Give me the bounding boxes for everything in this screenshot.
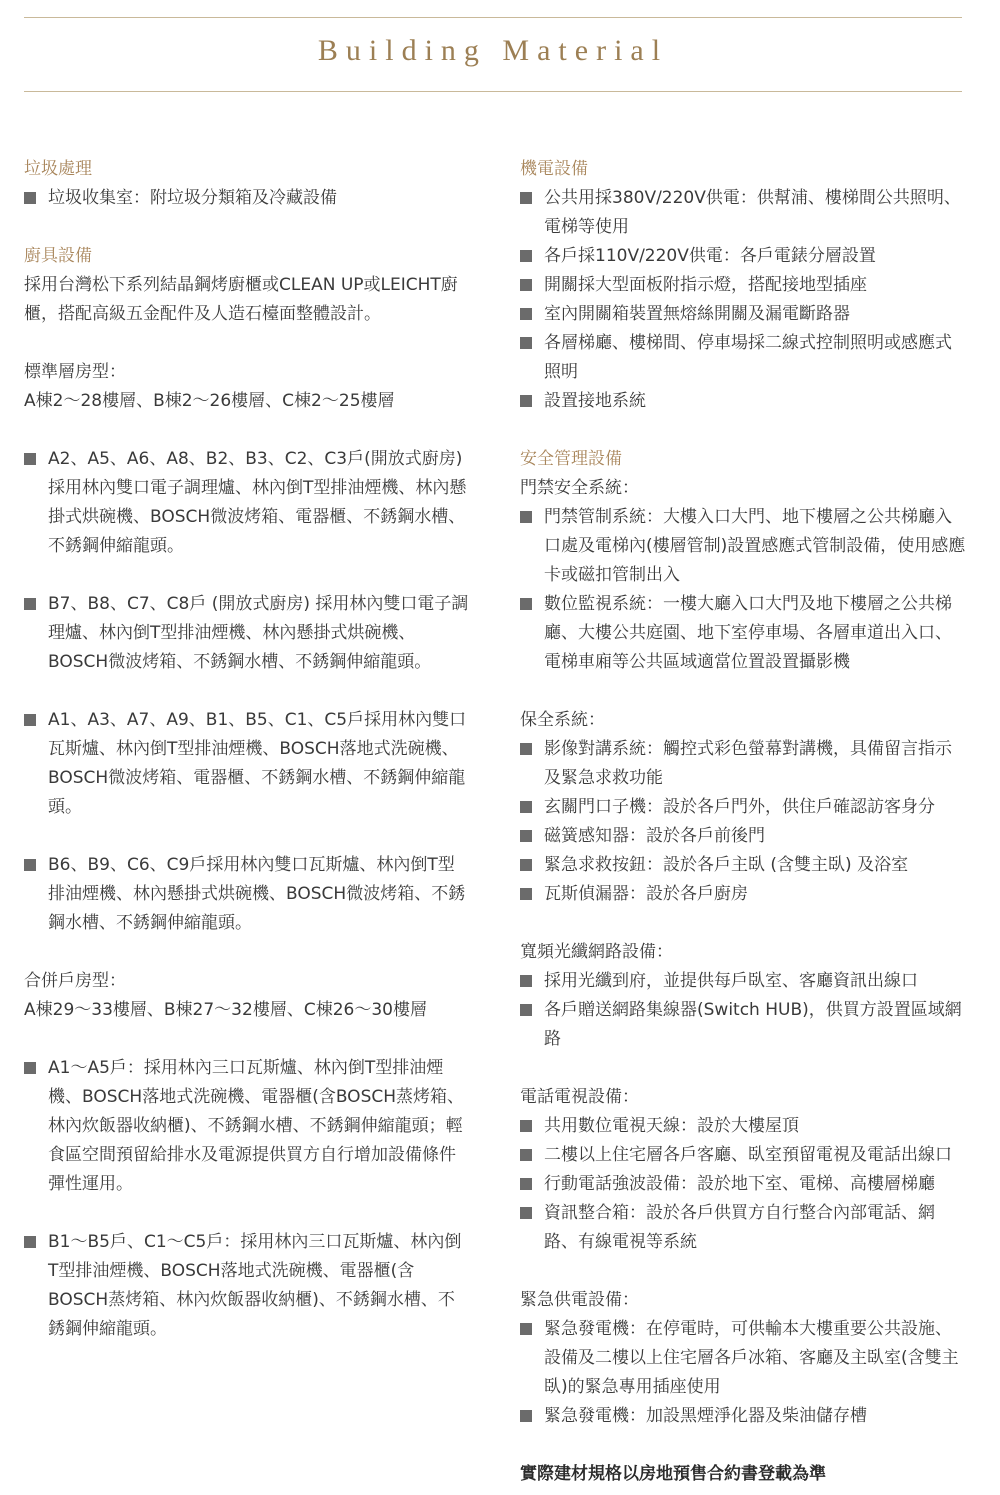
square-bullet-icon <box>24 714 36 726</box>
section-title: 廚具設備 <box>24 246 92 266</box>
subsection-title: 標準層房型： <box>24 362 126 382</box>
list-item <box>520 242 966 271</box>
square-bullet-icon <box>520 830 532 842</box>
list-item-text: 共用數位電視天線：設於大樓屋頂 <box>544 1116 799 1136</box>
square-bullet-icon <box>520 598 532 610</box>
list-item <box>520 967 966 996</box>
list-item <box>520 1199 966 1257</box>
list-item-text: B1～B5戶、C1～C5戶：採用林內三口瓦斯爐、林內倒T型排油煙機、BOSCH落地式洗碗機、電器櫃(含BOSCH蒸烤箱、林內炊飯器收納櫃)、不銹鋼水槽、不銹鋼伸縮龍頭。 <box>48 1232 462 1339</box>
list-item-text: A1～A5戶：採用林內三口瓦斯爐、林內倒T型排油煙機、BOSCH落地式洗碗機、電器櫃(含BOSCH蒸烤箱、林內炊飯器收納櫃)、不銹鋼水槽、不銹鋼伸縮龍頭；輕食區空間預留給排水及電源提供買方自行增加設備條件彈性運用。 <box>48 1058 465 1194</box>
square-bullet-icon <box>520 801 532 813</box>
spacer <box>24 1025 470 1054</box>
list-item-text: 垃圾收集室：附垃圾分類箱及冷藏設備 <box>48 188 337 208</box>
spacer <box>520 1257 966 1286</box>
paragraph: A棟29～33樓層、B棟27～32樓層、C棟26～30樓層 <box>24 1000 427 1020</box>
list-item <box>24 1054 470 1199</box>
list-item-text: 門禁管制系統：大樓入口大門、地下樓層之公共梯廳入口處及電梯內(樓層管制)設置感應式管制設備，使用感應卡或磁扣管制出入 <box>544 507 966 585</box>
list-item <box>24 590 470 677</box>
list-item <box>24 1228 470 1344</box>
list-item-text: 室內開關箱裝置無熔絲開關及漏電斷路器 <box>544 304 850 324</box>
list-item-text: 玄關門口子機：設於各戶門外，供住戶確認訪客身分 <box>544 797 935 817</box>
square-bullet-icon <box>520 279 532 291</box>
square-bullet-icon <box>24 598 36 610</box>
list-item <box>520 880 966 909</box>
square-bullet-icon <box>520 395 532 407</box>
subsection-title: 保全系統： <box>520 710 605 730</box>
square-bullet-icon <box>24 453 36 465</box>
list-item-text: 二樓以上住宅層各戶客廳、臥室預留電視及電話出線口 <box>544 1145 952 1165</box>
list-item-text: 各層梯廳、樓梯間、停車場採二線式控制照明或感應式照明 <box>544 333 952 382</box>
list-item <box>24 445 470 561</box>
square-bullet-icon <box>520 192 532 204</box>
spacer <box>24 561 470 590</box>
left-column <box>24 155 470 1344</box>
list-item-text: 開關採大型面板附指示燈，搭配接地型插座 <box>544 275 867 295</box>
list-item-text: A1、A3、A7、A9、B1、B5、C1、C5戶採用林內雙口瓦斯爐、林內倒T型排油煙機、BOSCH落地式洗碗機、BOSCH微波烤箱、電器櫃、不銹鋼水槽、不銹鋼伸縮龍頭。 <box>48 710 467 817</box>
square-bullet-icon <box>520 1323 532 1335</box>
list-item-text: 數位監視系統：一樓大廳入口大門及地下樓層之公共梯廳、大樓公共庭園、地下室停車場、各層車道出入口、電梯車廂等公共區域適當位置設置攝影機 <box>544 594 952 672</box>
list-item <box>520 1315 966 1402</box>
square-bullet-icon <box>520 308 532 320</box>
list-item <box>520 503 966 590</box>
list-item <box>520 184 966 242</box>
list-item-text: A2、A5、A6、A8、B2、B3、C2、C3戶(開放式廚房)採用林內雙口電子調理爐、林內倒T型排油煙機、林內懸掛式烘碗機、BOSCH微波烤箱、電器櫃、不銹鋼水槽、不銹鋼伸縮龍頭。 <box>48 449 467 556</box>
list-item-text: 瓦斯偵漏器：設於各戶廚房 <box>544 884 748 904</box>
square-bullet-icon <box>520 1149 532 1161</box>
spacer <box>520 1431 966 1460</box>
top-rule <box>24 17 962 18</box>
list-item <box>520 793 966 822</box>
list-item-text: 磁簧感知器：設於各戶前後門 <box>544 826 765 846</box>
square-bullet-icon <box>24 859 36 871</box>
right-column <box>520 155 966 1489</box>
list-item-text: 緊急發電機：加設黑煙淨化器及柴油儲存槽 <box>544 1406 867 1426</box>
section-title: 垃圾處理 <box>24 159 92 179</box>
list-item <box>520 1170 966 1199</box>
list-item <box>24 851 470 938</box>
list-item-text: 設置接地系統 <box>544 391 646 411</box>
list-item-text: 各戶採110V/220V供電：各戶電錶分層設置 <box>544 246 876 266</box>
subsection-title: 寬頻光纖網路設備： <box>520 942 673 962</box>
list-item-text: 影像對講系統：觸控式彩色螢幕對講機，具備留言指示及緊急求救功能 <box>544 739 952 788</box>
spacer <box>520 416 966 445</box>
paragraph: 採用台灣松下系列結晶鋼烤廚櫃或CLEAN UP或LEICHT廚櫃，搭配高級五金配件及人造石檯面整體設計。 <box>24 275 458 324</box>
disclaimer-note: 實際建材規格以房地預售合約書登載為準 <box>520 1464 826 1484</box>
square-bullet-icon <box>520 1178 532 1190</box>
square-bullet-icon <box>520 1120 532 1132</box>
list-item <box>520 329 966 387</box>
list-item <box>520 851 966 880</box>
square-bullet-icon <box>520 511 532 523</box>
list-item <box>520 822 966 851</box>
square-bullet-icon <box>520 975 532 987</box>
square-bullet-icon <box>520 1004 532 1016</box>
list-item-text: 行動電話強波設備：設於地下室、電梯、高樓層梯廳 <box>544 1174 935 1194</box>
list-item-text: B7、B8、C7、C8戶 (開放式廚房) 採用林內雙口電子調理爐、林內倒T型排油煙機、林內懸掛式烘碗機、BOSCH微波烤箱、不銹鋼水槽、不銹鋼伸縮龍頭。 <box>48 594 469 672</box>
list-item-text: 各戶贈送網路集線器(Switch HUB)，供買方設置區域網路 <box>544 1000 962 1049</box>
list-item <box>520 300 966 329</box>
list-item-text: 緊急發電機：在停電時，可供輸本大樓重要公共設施、設備及二樓以上住宅層各戶冰箱、客廳及主臥室(含雙主臥)的緊急專用插座使用 <box>544 1319 959 1397</box>
section-title: 安全管理設備 <box>520 449 622 469</box>
spacer <box>24 213 470 242</box>
spacer <box>24 1199 470 1228</box>
list-item <box>520 1141 966 1170</box>
spacer <box>24 329 470 358</box>
subsection-title: 緊急供電設備： <box>520 1290 639 1310</box>
square-bullet-icon <box>24 192 36 204</box>
square-bullet-icon <box>24 1062 36 1074</box>
square-bullet-icon <box>520 888 532 900</box>
list-item <box>520 387 966 416</box>
list-item-text: 緊急求救按鈕：設於各戶主臥 (含雙主臥) 及浴室 <box>544 855 909 875</box>
list-item-text: B6、B9、C6、C9戶採用林內雙口瓦斯爐、林內倒T型排油煙機、林內懸掛式烘碗機、BOSCH微波烤箱、不銹鋼水槽、不銹鋼伸縮龍頭。 <box>48 855 466 933</box>
subsection-title: 電話電視設備： <box>520 1087 639 1107</box>
section-title: 機電設備 <box>520 159 588 179</box>
square-bullet-icon <box>520 743 532 755</box>
page-title: Building Material <box>317 34 669 67</box>
list-item-text: 採用光纖到府，並提供每戶臥室、客廳資訊出線口 <box>544 971 918 991</box>
square-bullet-icon <box>520 250 532 262</box>
spacer <box>24 416 470 445</box>
list-item <box>24 184 470 213</box>
spacer <box>520 677 966 706</box>
title-rule <box>24 91 962 92</box>
list-item <box>520 271 966 300</box>
list-item-text: 公共用採380V/220V供電：供幫浦、樓梯間公共照明、電梯等使用 <box>544 188 961 237</box>
list-item <box>520 735 966 793</box>
paragraph: A棟2～28樓層、B棟2～26樓層、C棟2～25樓層 <box>24 391 395 411</box>
spacer <box>24 822 470 851</box>
subsection-title: 合併戶房型： <box>24 971 126 991</box>
square-bullet-icon <box>520 1410 532 1422</box>
square-bullet-icon <box>24 1236 36 1248</box>
square-bullet-icon <box>520 859 532 871</box>
list-item <box>24 706 470 822</box>
list-item-text: 資訊整合箱：設於各戶供買方自行整合內部電話、網路、有線電視等系統 <box>544 1203 935 1252</box>
list-item <box>520 590 966 677</box>
square-bullet-icon <box>520 1207 532 1219</box>
spacer <box>520 1054 966 1083</box>
spacer <box>24 677 470 706</box>
list-item <box>520 1402 966 1431</box>
list-item <box>520 1112 966 1141</box>
spacer <box>24 938 470 967</box>
square-bullet-icon <box>520 337 532 349</box>
list-item <box>520 996 966 1054</box>
spacer <box>520 909 966 938</box>
subsection-title: 門禁安全系統： <box>520 478 639 498</box>
